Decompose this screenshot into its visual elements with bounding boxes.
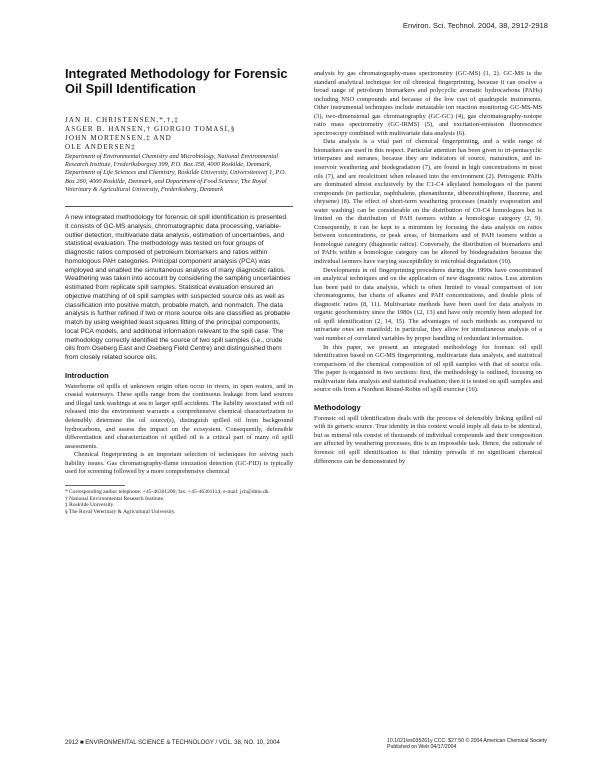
journal-header: Environ. Sci. Technol. 2004, 38, 2912-2918 <box>402 21 548 30</box>
authors-line: OLE ANDERSEN‡ <box>65 143 136 151</box>
footnote: † National Environmental Research Institute. <box>65 495 165 502</box>
methodology-text <box>314 415 542 466</box>
authors-line: ASGER B. HANSEN,† GIORGIO TOMASI,§ <box>65 125 236 133</box>
left-column <box>65 66 293 516</box>
article-title: Integrated Methodology for Forensic Oil Spill Identification <box>65 66 288 96</box>
footnote: ‡ Roskilde University. <box>65 502 115 509</box>
publication-date: Published on Web 04/17/2004 <box>387 744 457 751</box>
methodology-heading: Methodology <box>314 402 361 412</box>
paragraph: Developments in oil fingerprinting procedures during the 1990s have concentrated on analytical techniques and on the application of new diagnostic ratios. Less attention has been paid to data analysis, which is often limited to visual comparison of ion chromatograms, bar charts of alkanes and PAH concentrations, and double plots of diagnostic ratios (8, 11). Multivariate methods have been used for data analysis in organic geochemistry since the 1980s (12, 13) and have only recently been adopted for oil spill identification (2, 14, 15). The advantages of such methods as compared to univariate ones are manifold; in particular, they allow for simultaneous analysis of a vast number of correlated variables by proper handling of redundant information. <box>314 266 542 342</box>
page-footer-left: 2912 ■ ENVIRONMENTAL SCIENCE & TECHNOLOGY / VOL. 38, NO. 10, 2004 <box>65 740 280 746</box>
right-column <box>314 70 542 466</box>
paragraph: Data analysis is a vital part of chemical fingerprinting, and a wide range of biomarkers are used in this respect. Particular attention has been given to tri-pentacyclic triterpanes and steranes, because they are indicators of source, maturation, and in-reservoir weathering and biodegradation (7), are found in high concentrations in most oils (7), and are recalcitrant when released into the environment (2). Petrogenic PAHs are dominated almost exclusively by the C1-C4 alkylated homologues of the parent compounds (in particular, naphthalene, phenanthrene, dibenzothiophene, fluorene, and chrysene) (8). The effect of short-term weathering processes (mainly evaporation and water washing) can be considerable on the distribution of C0-C4 homologues but is limited on the distribution of PAH isomers within a homologue category (2, 9). Consequently, it can be kept to a minimum by focusing the data analysis on ratios between concentrations, or peak areas, of biomarkers and of PAH isomers within a homologue category (diagnostic ratios). Conversely, the distribution of biomarkers and of PAHs within a homologue category can be altered by biodegradation because the individual isomers have varying susceptibility to microbial degradation (10). <box>314 138 542 266</box>
footnote: § The Royal Veterinary & Agricultural University. <box>65 509 176 516</box>
divider <box>65 206 293 207</box>
authors-line: JAN H. CHRISTENSEN,*,†,‡ <box>65 116 179 124</box>
authors-line: JOHN MORTENSEN,‡ AND <box>65 134 172 142</box>
author-list <box>65 116 293 152</box>
abstract: A new integrated methodology for forensic oil spill identification is presented. It consists of GC-MS analysis, chromatographic data processing, variable-outlier detection, multivariate data analysis, estimation of uncertainties, and statistical evaluation. The methodology was tested on four groups of diagnostic ratios composed of petroleum biomarkers and ratios within homologous PAH categories. Principal component analysis (PCA) was employed and enabled the simultaneous analysis of many diagnostic ratios. Weathering was taken into account by considering the sampling uncertainties estimated from replicate spill samples. Statistical evaluation ensured an objective matching of oil spill samples with suspected source oils as well as classification into positive match, probable match, and nonmatch. The data analysis is further refined if two or more source oils are classified as probable match by using weighted least squares fitting of the principal components, local PCA models, and additional information relevant to the spill case. The methodology correctly identified the source of two spill samples (i.e., crude oils from Oseberg East and Oseberg Field Centre) and distinguished them from closely related source oils. <box>65 214 291 362</box>
page-footer-right <box>387 738 547 751</box>
paragraph: In this paper, we present an integrated methodology for forensic oil spill identification based on GC-MS fingerprinting, multivariate data analysis, and statistical comparisons of the chemical composition of oil spill samples with that of source oils. The paper is organized in two sections: first, the methodology is outlined, focusing on multivariate data analysis and statistical evaluation; then it is tested on spill samples and source oils from a Nordtest Round-Robin oil spill exercise (16). <box>314 343 542 394</box>
footnotes <box>65 489 293 516</box>
affiliations: Department of Environmental Chemistry and Microbiology, National Environmental Research Institute, Frederiksborgvej 399, P.O. Box 358, 4000 Roskilde, Denmark, Department of Life Sciences and Chemistry, Roskilde University, Universitetsvej 1, P.O. Box 260, 4000 Roskilde, Denmark, and Department of Food Science, The Royal Veterinary & Agricultural University, Frederiksberg, Denmark <box>65 153 287 193</box>
paragraph: Forensic oil spill identification deals with the process of defensibly linking spilled oil with its generic source. True identity in this context would imply all data to be identical, but as mineral oils consist of thousands of individual compounds and their composition are affected by weathering processes, this is an impossible task. Hence, the rationale of forensic oil spill identification is that identity prevails if no significant chemical differences can be demonstrated by <box>314 414 542 465</box>
footnote-divider <box>65 485 125 486</box>
paragraph: analysis by gas chromatography-mass spectrometry (GC-MS) (1, 2). GC-MS is the standard analytical technique for oil chemical fingerprinting, because it can resolve a broad range of petroleum biomarkers and polycyclic aromatic hydrocarbons (PAHs) including NSO compounds and because of the low cost of quadrupole instruments. Other instrumental techniques include metastable ion reaction monitoring GC-MS-MS (3), two-dimensional gas chromatography (GC-GC) (4), gas chromatography-isotope ratio mass spectrometry (GC-IRMS) (5), and excitation-emission fluorescence spectroscopy combined with multivariate data analysis (6). <box>314 70 542 137</box>
intro-text <box>65 383 293 477</box>
intro-heading: Introduction <box>65 370 109 380</box>
footnote: * Corresponding author telephone: +45-46301200; fax: +45-46301114; e-mail: jch@dmu.dk. <box>65 488 270 495</box>
paragraph: Chemical fingerprinting is an important selection of techniques for solving such liability issues. Gas chromatography-flame ionization detection (GC-FID) is typically used for screening followed by a more comprehensive chemical <box>65 451 293 476</box>
right-text <box>314 70 542 395</box>
doi-copyright: 10.1021/es035261y CCC: $27.50 © 2004 American Chemical Society <box>387 738 547 744</box>
paragraph: Waterborne oil spills of unknown origin often occur in rivers, in open waters, and in coastal waterways. These spills range from the continuous leakage from land sources and illegal tank washings at sea to larger spill accidents. The liability associated with oil released into the environment warrants a comprehensive chemical characterization to defensibly determine the oil source(s), distinguish spilled oil from background hydrocarbons, and assess the impact on the ecosystem. Consequently, defensible differentiation and characterization of spilled oil is a critical part of many oil spill assessments. <box>65 382 293 450</box>
